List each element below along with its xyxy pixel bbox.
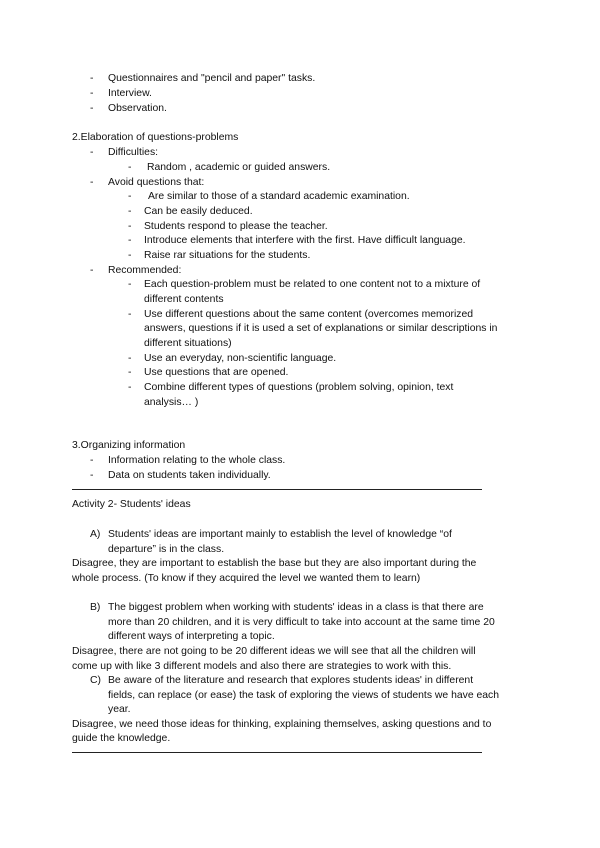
difficulties-label: Difficulties:	[108, 147, 159, 158]
statement-line: fields, can replace (or ease) the task of exploring the views of students we have each	[108, 690, 500, 701]
list-dash: -	[90, 73, 94, 84]
list-dash: -	[128, 367, 132, 378]
list-dash: -	[128, 221, 132, 232]
list-dash: -	[90, 147, 94, 158]
answer-line: Disagree, we need those ideas for thinking, explaining themselves, asking questions and to	[72, 719, 492, 730]
list-item: Questionnaires and "pencil and paper" tasks.	[108, 73, 316, 84]
activity-title: Activity 2- Students' ideas	[72, 499, 191, 510]
item-marker: A)	[90, 529, 101, 540]
list-item: different situations)	[144, 338, 232, 349]
list-dash: -	[90, 470, 94, 481]
list-dash: -	[90, 265, 94, 276]
list-item: Data on students taken individually.	[108, 470, 271, 481]
answer-line: Disagree, there are not going to be 20 different ideas we will see that all the children will	[72, 646, 476, 657]
list-item: Random , academic or guided answers.	[147, 162, 331, 173]
list-item: Information relating to the whole class.	[108, 455, 286, 466]
list-item: Use questions that are opened.	[144, 367, 289, 378]
list-dash: -	[128, 206, 132, 217]
list-item: Observation.	[108, 103, 167, 114]
statement-line: Be aware of the literature and research that explores students ideas' in different	[108, 675, 474, 686]
list-item: Introduce elements that interfere with the first. Have difficult language.	[144, 235, 466, 246]
list-item: Use different questions about the same content (overcomes memorized	[144, 309, 474, 320]
list-item: Interview.	[108, 88, 152, 99]
list-dash: -	[128, 191, 132, 202]
recommended-label: Recommended:	[108, 265, 182, 276]
list-dash: -	[128, 353, 132, 364]
list-dash: -	[90, 455, 94, 466]
answer-line: Disagree, they are important to establish the base but they are also important during the	[72, 558, 477, 569]
list-dash: -	[90, 103, 94, 114]
list-item: Raise rar situations for the students.	[144, 250, 311, 261]
divider-line	[72, 489, 482, 490]
statement-line: Students' ideas are important mainly to establish the level of knowledge “of	[108, 529, 452, 540]
list-dash: -	[128, 250, 132, 261]
list-item: Use an everyday, non-scientific language.	[144, 353, 337, 364]
list-dash: -	[128, 309, 132, 320]
list-item: Can be easily deduced.	[144, 206, 253, 217]
divider-line	[72, 752, 482, 753]
statement-line: more than 20 children, and it is very difficult to take into account at the same time 20	[108, 617, 495, 628]
list-dash: -	[90, 88, 94, 99]
statement-line: different ways of interpreting a topic.	[108, 631, 275, 642]
statement-line: departure” is in the class.	[108, 544, 225, 555]
list-dash: -	[128, 279, 132, 290]
list-item: different contents	[144, 294, 224, 305]
item-marker: C)	[90, 675, 101, 686]
list-dash: -	[128, 235, 132, 246]
list-item: Students respond to please the teacher.	[144, 221, 328, 232]
answer-line: guide the knowledge.	[72, 733, 171, 744]
list-item: Combine different types of questions (problem solving, opinion, text	[144, 382, 454, 393]
list-item: analysis… )	[144, 397, 199, 408]
statement-line: The biggest problem when working with students' ideas in a class is that there are	[108, 602, 484, 613]
answer-line: come up with like 3 different models and also there are strategies to work with this.	[72, 661, 452, 672]
section-heading: 2.Elaboration of questions-problems	[72, 132, 239, 143]
list-dash: -	[128, 162, 132, 173]
avoid-label: Avoid questions that:	[108, 177, 205, 188]
item-marker: B)	[90, 602, 101, 613]
statement-line: year.	[108, 704, 131, 715]
list-item: Are similar to those of a standard academic examination.	[148, 191, 410, 202]
list-item: Each question-problem must be related to one content not to a mixture of	[144, 279, 481, 290]
list-dash: -	[128, 382, 132, 393]
answer-line: whole process. (To know if they acquired the level we wanted them to learn)	[72, 573, 421, 584]
list-dash: -	[90, 177, 94, 188]
list-item: answers, questions if it is used a set of explanations or similar descriptions in	[144, 323, 498, 334]
section-heading: 3.Organizing information	[72, 440, 186, 451]
